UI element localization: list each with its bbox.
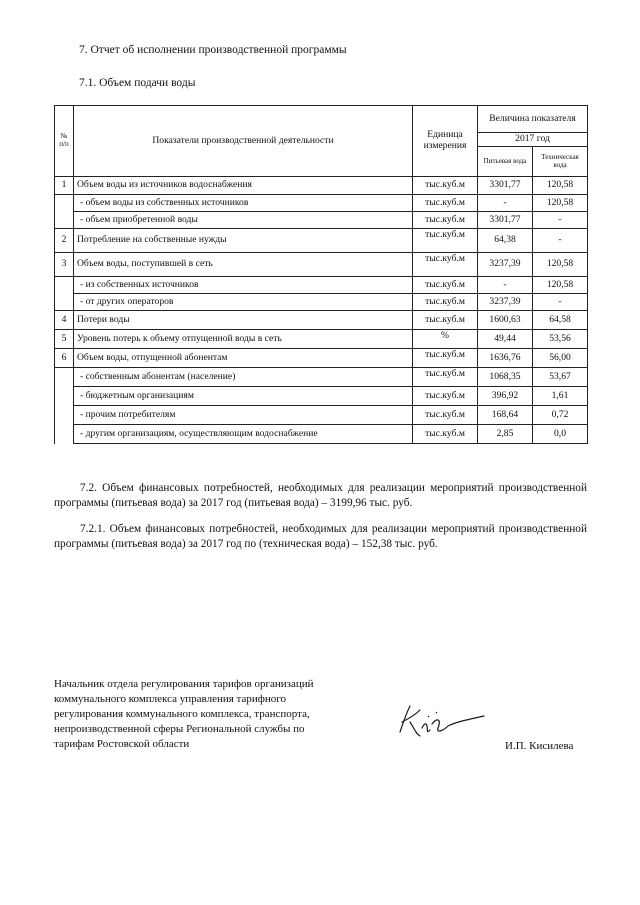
table-row [55, 349, 588, 368]
row-number: 4 [55, 311, 74, 330]
potable-value: 3301,77 [478, 177, 533, 195]
technical-value: 120,58 [533, 277, 588, 294]
signer-title-line: регулирования коммунального комплекса, транспорта, [54, 708, 310, 720]
table-row [55, 212, 588, 229]
row-number [55, 406, 74, 425]
row-number [55, 195, 74, 212]
row-number [55, 368, 74, 387]
table-row [55, 277, 588, 294]
technical-value: 0,72 [533, 406, 588, 425]
row-number [55, 425, 74, 444]
row-number [55, 387, 74, 406]
unit-cell: тыс.куб.м [413, 229, 478, 253]
unit-cell: тыс.куб.м [413, 387, 478, 406]
unit-cell: тыс.куб.м [413, 311, 478, 330]
potable-value: 2,85 [478, 425, 533, 444]
table-row [55, 311, 588, 330]
table-row [55, 406, 588, 425]
technical-value: 53,56 [533, 330, 588, 349]
indicator-name: Объем воды из источников водоснабжения [74, 177, 413, 195]
signature-block [54, 677, 374, 752]
signer-title-line: коммунального комплекса управления тарифного [54, 693, 286, 705]
signer-name: И.П. Кисилева [505, 740, 574, 752]
header-value: Величина показателя [478, 106, 588, 133]
indicator-name: Уровень потерь к объему отпущенной воды в сеть [74, 330, 413, 349]
potable-value: 3237,39 [478, 294, 533, 311]
row-number [55, 294, 74, 311]
potable-value: 168,64 [478, 406, 533, 425]
potable-value: - [478, 195, 533, 212]
technical-value: 0,0 [533, 425, 588, 444]
potable-value: 49,44 [478, 330, 533, 349]
unit-cell: тыс.куб.м [413, 212, 478, 229]
potable-value: 3237,39 [478, 253, 533, 277]
indicator-name: - от других операторов [74, 294, 413, 311]
section-heading: 7. Отчет об исполнении производственной программы [79, 44, 347, 56]
header-number: № п/п [55, 106, 74, 177]
row-number: 2 [55, 229, 74, 253]
technical-value: 120,58 [533, 177, 588, 195]
indicator-name: - объем воды из собственных источников [74, 195, 413, 212]
indicator-name: Объем воды, поступившей в сеть [74, 253, 413, 277]
table-row [55, 177, 588, 195]
unit-cell: тыс.куб.м [413, 349, 478, 368]
header-year: 2017 год [478, 133, 588, 147]
unit-cell: тыс.куб.м [413, 425, 478, 444]
table-row [55, 294, 588, 311]
indicator-name: - собственным абонентам (население) [74, 368, 413, 387]
technical-value: 120,58 [533, 195, 588, 212]
potable-value: 3301,77 [478, 212, 533, 229]
paragraph-7-2: 7.2. Объем финансовых потребностей, необходимых для реализации мероприятий производственной программы (питьевая вода) за 2017 год (питьевая вода) – 3199,96 тыс. руб. [54, 482, 587, 509]
technical-value: 1,61 [533, 387, 588, 406]
indicator-name: Потребление на собственные нужды [74, 229, 413, 253]
technical-value: 56,00 [533, 349, 588, 368]
potable-value: 1600,63 [478, 311, 533, 330]
unit-cell: тыс.куб.м [413, 294, 478, 311]
table-row [55, 425, 588, 444]
technical-value: - [533, 229, 588, 253]
unit-cell: тыс.куб.м [413, 177, 478, 195]
potable-value: 64,38 [478, 229, 533, 253]
indicator-name: - бюджетным организациям [74, 387, 413, 406]
technical-value: 64,58 [533, 311, 588, 330]
indicator-name: - объем приобретенной воды [74, 212, 413, 229]
handwritten-signature [392, 700, 492, 745]
potable-value: - [478, 277, 533, 294]
unit-cell: % [413, 330, 478, 349]
header-potable: Питьевая вода [478, 147, 533, 177]
indicator-name: - из собственных источников [74, 277, 413, 294]
technical-value: - [533, 212, 588, 229]
table-row [55, 229, 588, 253]
signer-title-line: непроизводственной сферы Региональной службы по [54, 723, 305, 735]
table-row [55, 195, 588, 212]
unit-cell: тыс.куб.м [413, 368, 478, 387]
table-row [55, 368, 588, 387]
header-technical: Техническая вода [533, 147, 588, 177]
water-supply-table [54, 105, 588, 444]
row-number: 1 [55, 177, 74, 195]
technical-value: - [533, 294, 588, 311]
potable-value: 1636,76 [478, 349, 533, 368]
table-row [55, 253, 588, 277]
header-indicator: Показатели производственной деятельности [74, 106, 413, 177]
row-number [55, 277, 74, 294]
row-number: 5 [55, 330, 74, 349]
paragraph-7-2-1: 7.2.1. Объем финансовых потребностей, необходимых для реализации мероприятий производственной программы (питьевая вода) за 2017 год по (техническая вода) – 152,38 тыс. руб. [54, 523, 587, 550]
potable-value: 396,92 [478, 387, 533, 406]
row-number: 3 [55, 253, 74, 277]
table-row [55, 330, 588, 349]
table-row [55, 387, 588, 406]
potable-value: 1068,35 [478, 368, 533, 387]
signer-title-line: Начальник отдела регулирования тарифов организаций [54, 678, 314, 690]
row-number: 6 [55, 349, 74, 368]
technical-value: 53,67 [533, 368, 588, 387]
indicator-name: Объем воды, отпущенной абонентам [74, 349, 413, 368]
indicator-name: Потери воды [74, 311, 413, 330]
unit-cell: тыс.куб.м [413, 253, 478, 277]
indicator-name: - прочим потребителям [74, 406, 413, 425]
unit-cell: тыс.куб.м [413, 195, 478, 212]
subsection-heading: 7.1. Объем подачи воды [79, 77, 196, 89]
technical-value: 120,58 [533, 253, 588, 277]
unit-cell: тыс.куб.м [413, 277, 478, 294]
indicator-name: - другим организациям, осуществляющим водоснабжение [74, 425, 413, 444]
row-number [55, 212, 74, 229]
signer-title-line: тарифам Ростовской области [54, 738, 190, 750]
table-header-row [55, 106, 588, 133]
unit-cell: тыс.куб.м [413, 406, 478, 425]
header-unit: Единица измерения [413, 106, 478, 177]
